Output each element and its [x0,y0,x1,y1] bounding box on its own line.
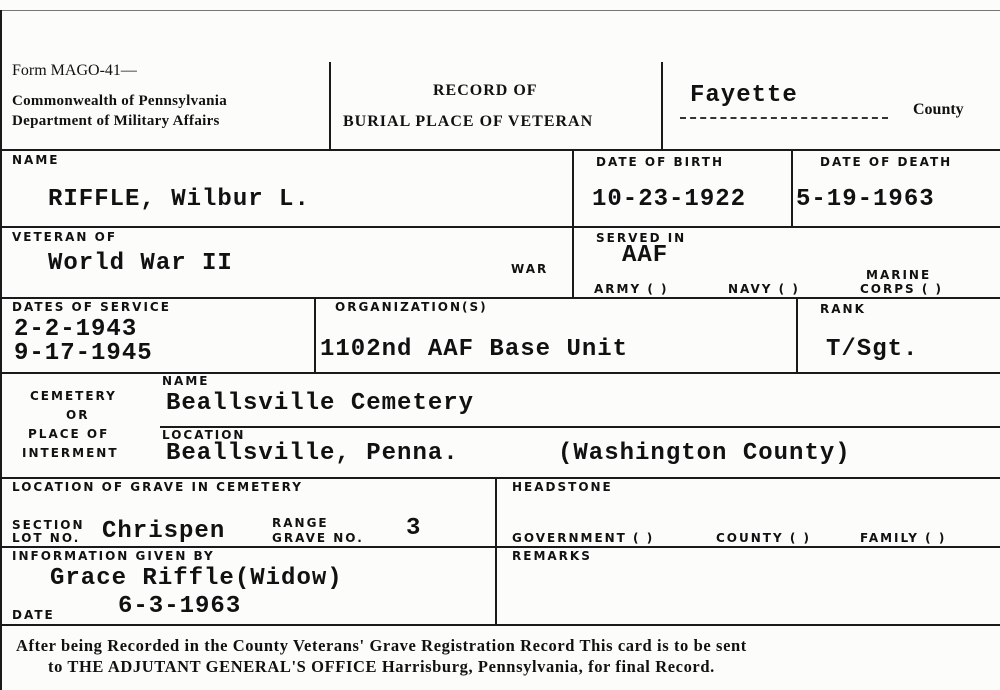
section-label-2: LOT NO. [12,531,81,545]
navy-label: NAVY ( ) [728,282,800,296]
cemetery-name-label: NAME [162,374,210,388]
organization-value: 1102nd AAF Base Unit [320,336,629,363]
title-line-1: RECORD OF [433,82,538,99]
army-label: ARMY ( ) [594,282,669,296]
vrule-name [572,149,574,297]
county-label: County [913,101,964,118]
rule-name [0,226,1000,228]
vrule-header-1 [329,62,331,149]
agency-line-1: Commonwealth of Pennsylvania [12,93,228,109]
family-label: FAMILY ( ) [860,531,947,545]
rule-cem-name [160,426,1000,428]
cemetery-label-2: OR [66,408,90,422]
served-in-value: AAF [622,242,669,269]
cemetery-location-value: Beallsville, Penna. [166,440,459,467]
veteran-name: RIFFLE, Wilbur L. [48,186,310,213]
county-value: Fayette [690,82,798,109]
info-given-by-label: INFORMATION GIVEN BY [12,549,215,563]
rule-cemetery [0,477,1000,479]
war-label: WAR [511,262,549,276]
informant-value: Grace Riffle(Widow) [50,565,343,592]
range-label-2: GRAVE NO. [272,531,364,545]
dod-label: DATE OF DEATH [820,155,953,169]
headstone-label: HEADSTONE [512,480,613,494]
date-label: DATE [12,608,55,622]
footer-line-1: After being Recorded in the County Veterans' Grave Registration Record This card is to be sent [16,636,747,655]
agency-line-2: Department of Military Affairs [12,113,220,129]
cemetery-county-value: (Washington County) [558,440,851,467]
vrule-service-2 [796,297,798,372]
title-line-2: BURIAL PLACE OF VETERAN [343,113,594,130]
info-date-value: 6-3-1963 [118,593,242,620]
veteran-of-label: VETERAN OF [12,230,118,244]
section-label-1: SECTION [12,518,85,532]
served-in-label: SERVED IN [596,231,687,245]
rank-label: RANK [820,302,866,316]
rank-value: T/Sgt. [826,336,919,363]
marine-label-2: CORPS ( ) [860,282,944,296]
vrule-dob [791,149,793,226]
cemetery-name-value: Beallsville Cemetery [166,390,475,417]
grave-no-value: 3 [406,515,422,542]
service-end: 9-17-1945 [14,340,153,367]
county-underline [680,117,888,119]
rule-header [0,149,1000,151]
vrule-service-1 [314,297,316,372]
dod-value: 5-19-1963 [796,186,935,213]
marine-label-1: MARINE [866,268,932,282]
rule-service [0,372,1000,374]
vrule-grave [495,477,497,624]
organizations-label: ORGANIZATION(S) [335,300,488,314]
dob-value: 10-23-1922 [592,186,747,213]
rule-grave [0,546,1000,548]
range-label-1: RANGE [272,516,329,530]
government-label: GOVERNMENT ( ) [512,531,655,545]
footer-line-2: to THE ADJUTANT GENERAL'S OFFICE Harrisburg, Pennsylvania, for final Record. [48,657,715,676]
section-lot-value: Chrispen [102,518,226,545]
remarks-label: REMARKS [512,549,592,563]
service-start: 2-2-1943 [14,316,138,343]
vrule-header-2 [661,62,663,149]
dates-of-service-label: DATES OF SERVICE [12,300,171,314]
location-of-grave-label: LOCATION OF GRAVE IN CEMETERY [12,480,303,494]
county-headstone-label: COUNTY ( ) [716,531,811,545]
dob-label: DATE OF BIRTH [596,155,724,169]
cemetery-label-1: CEMETERY [30,389,117,403]
veteran-of-value: World War II [48,250,233,277]
left-edge [0,10,2,690]
cemetery-label-3: PLACE OF [28,427,110,441]
cemetery-label-4: INTERMENT [22,446,119,460]
rule-veteran [0,297,1000,299]
rule-info [0,624,1000,626]
name-label: NAME [12,153,60,167]
cemetery-location-label: LOCATION [162,428,246,442]
top-edge [0,10,1000,11]
form-id: Form MAGO-41— [12,62,137,79]
